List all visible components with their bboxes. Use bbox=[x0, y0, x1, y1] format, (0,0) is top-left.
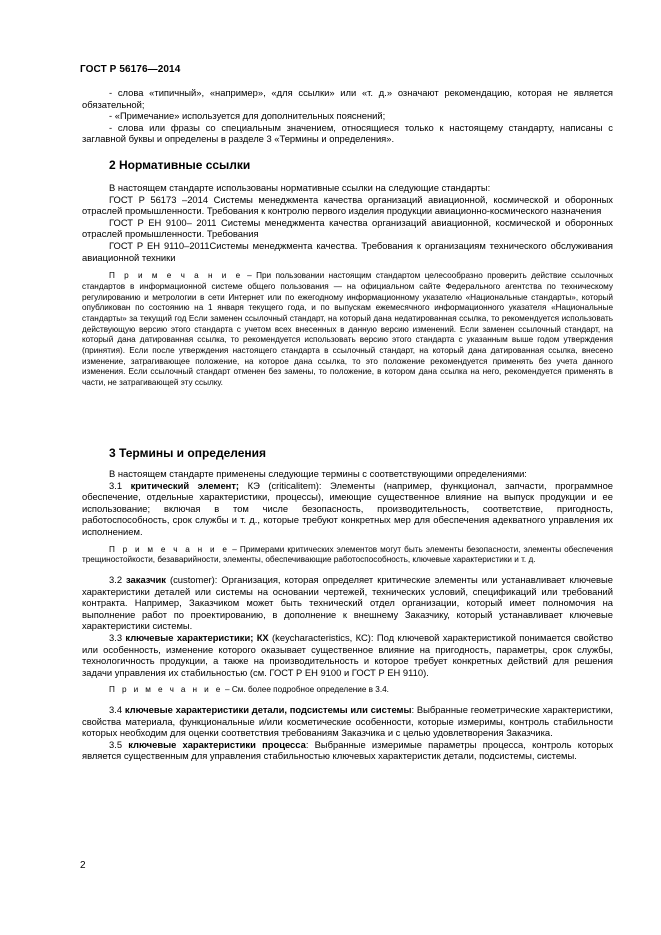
term-definition: (customer): Организация, которая определяет критические элементы или устанавливает ключевые характеристики деталей или системы на основании чертежей, технических условий, спецификаций или требований контракта. Например, Заказчиком может быть технический отдел организации, который имеет полномочия на выполнение работ по проектированию, в дополнение к внешнему Заказчику, который устанавливает ключевые характеристики системы. bbox=[82, 573, 613, 632]
note-text: – См. более подробное определение в 3.4. bbox=[222, 685, 389, 695]
term-definition: : Выбранные геометрические характеристики, свойства материала, функциональные и/или косметические особенности, которые измеримы, контроль стабильности которых необходим для оценки соответствия требованиям Заказчика и с целью удовлетворения Заказчика. bbox=[82, 704, 614, 739]
note-label: П р и м е ч а н и е bbox=[109, 544, 230, 554]
note-3-3 bbox=[82, 685, 613, 696]
term-3-4: 3.4 ключевые характеристики детали, подсистемы или системы: Выбранные геометрические характеристики, свойства материала, функциональные и/или косметические особенности, которые измеримы, контроль стабильности которых необходим для оценки соответствия требованиям Заказчика и с целью удовлетворения Заказчика. bbox=[82, 704, 614, 739]
term-name: ключевые характеристики; КХ bbox=[125, 631, 269, 643]
normative-reference: ГОСТ Р 56173 –2014 Системы менеджмента качества организаций авиационной, космической и оборонных отраслей промышленности. Требования к контролю первого изделия продукции авиационно-космического назначения bbox=[82, 193, 613, 217]
section-2-heading: 2 Нормативные ссылки bbox=[109, 158, 251, 172]
term-definition: (keycharacteristics, КС): Под ключевой характеристикой понимается свойство или особенность, изменение которого оказывает существенное влияние на пригодность, параметры, срок службы, технологичность продукции, а также на производительность и которое требует конкретных действий для решения задачи управления их стабильностью (см. ГОСТ Р ЕН 9100 и ГОСТ Р ЕН 9110). bbox=[82, 631, 613, 678]
section-3-body bbox=[82, 468, 613, 762]
normative-reference: ГОСТ Р ЕН 9110–2011Системы менеджмента качества. Требования к организациям технического обслуживания авиационной техники bbox=[82, 239, 613, 263]
term-3-5: 3.5 ключевые характеристики процесса: Выбранные измеримые параметры процесса, контроль которых является существенным для управления стабильностью ключевых характеристик детали, подсистемы, системы. bbox=[82, 738, 614, 762]
note-text: – При пользовании настоящим стандартом целесообразно проверить действие ссылочных стандартов в информационной системе общего пользования — на официальном сайте Федерального агентства по техническому регулированию и метрологии в сети Интернет или по ежегодному информационному указателю «Национальные стандарты», который опубликован по состоянию на 1 января текущего года, и по выпускам ежемесячного информационного указателя «Национальные стандарты» за текущий год Если заменен ссылочный стандарт, на который дана недатированная ссылка, то рекомендуется использовать действующую версию этого стандарта с учетом всех внесенных в данную версию изменений. Если заменен ссылочный стандарт, на который дана датированная ссылка, то рекомендуется использовать версию этого стандарта с указанным выше годом утверждения (принятия). Если после утверждения настоящего стандарта в ссылочный стандарт, на который дана датированная ссылка, внесено изменение, затрагивающее положение, на которое дана ссылка, то это положение рекомендуется применять без учета данного изменения. Если ссылочный стандарт отменен без замены, то положение, в котором дана ссылка на него, рекомендуется применять в части, не затрагивающей эту ссылку. bbox=[82, 271, 613, 388]
document-code-header: ГОСТ Р 56176—2014 bbox=[80, 64, 181, 75]
term-definition: КЭ (criticalitem): Элементы (например, функционал, запчасти, программное обеспечение, отдельные характеристики, процессы), имеющие существенное влияние на выпуск продукции и ее использование; включая в том числе безопасность, производительность, соответствие, пригодность, работоспособность, срок службы и т. д., которые требуют конкретных мер для обеспечения адекватного управления их исполнением. bbox=[82, 479, 613, 537]
normative-reference: ГОСТ Р ЕН 9100– 2011 Системы менеджмента качества организаций авиационной, космической и оборонных отраслей промышленности. Требования bbox=[82, 216, 613, 240]
intro-item: - слова «типичный», «например», «для ссылки» или «т. д.» означают рекомендацию, которая не является обязательной; bbox=[82, 87, 613, 110]
note-text: – Примерами критических элементов могут быть элементы безопасности, элементы обеспечения трещиностойкости, безаварийности, элементы, обеспечивающие работоспособность, ключевые характеристики и т. д. bbox=[82, 544, 613, 565]
term-3-2: 3.2 заказчик (customer): Организация, которая определяет критические элементы или устанавливает ключевые характеристики деталей или системы на основании чертежей, технических условий, спецификаций или требований контракта. Например, Заказчиком может быть технический отдел организации, который имеет полномочия на выполнение работ по проектированию, в дополнение к внешнему Заказчику, который устанавливает ключевые характеристики системы. bbox=[82, 573, 613, 632]
term-name: ключевые характеристики детали, подсистемы или системы bbox=[124, 704, 412, 716]
term-name: заказчик bbox=[126, 573, 166, 585]
section-2-note bbox=[82, 271, 613, 389]
intro-list bbox=[82, 87, 613, 145]
term-name: критический элемент; bbox=[130, 479, 240, 491]
note-3-1 bbox=[82, 545, 613, 566]
term-name: ключевые характеристики процесса bbox=[128, 738, 306, 750]
note-label: П р и м е ч а н и е bbox=[109, 271, 243, 281]
section-2-body bbox=[82, 182, 613, 389]
intro-item: - «Примечание» используется для дополнительных пояснений; bbox=[109, 110, 386, 122]
section-3-lead: В настоящем стандарте применены следующие термины с соответствующими определениями: bbox=[109, 468, 527, 479]
section-3-heading: 3 Термины и определения bbox=[109, 446, 267, 460]
intro-item: - слова или фразы со специальным значением, относящиеся только к настоящему стандарту, написаны с заглавной буквы и определены в разделе 3 «Термины и определения». bbox=[82, 121, 613, 145]
term-definition: : Выбранные измеримые параметры процесса, контроль которых является существенным для управления стабильностью ключевых характеристик детали, подсистемы, системы. bbox=[82, 738, 614, 762]
term-3-1: 3.1 критический элемент; КЭ (criticalitem): Элементы (например, функционал, запчасти, программное обеспечение, отдельные характеристики, процессы), имеющие существенное влияние на выпуск продукции и ее использование; включая в том числе безопасность, производительность, соответствие, пригодность, работоспособность, срок службы и т. д., которые требуют конкретных мер для обеспечения адекватного управления их исполнением. bbox=[82, 479, 613, 537]
page-number: 2 bbox=[80, 860, 86, 871]
term-3-3: 3.3 ключевые характеристики; КХ (keycharacteristics, КС): Под ключевой характеристикой понимается свойство или особенность, изменение которого оказывает существенное влияние на пригодность, параметры, срок службы, технологичность продукции, а также на производительность и которое требует конкретных действий для решения задачи управления их стабильностью (см. ГОСТ Р ЕН 9100 и ГОСТ Р ЕН 9110). bbox=[82, 631, 613, 678]
section-2-lead: В настоящем стандарте использованы нормативные ссылки на следующие стандарты: bbox=[109, 182, 491, 193]
note-label: П р и м е ч а н и е bbox=[109, 685, 223, 695]
